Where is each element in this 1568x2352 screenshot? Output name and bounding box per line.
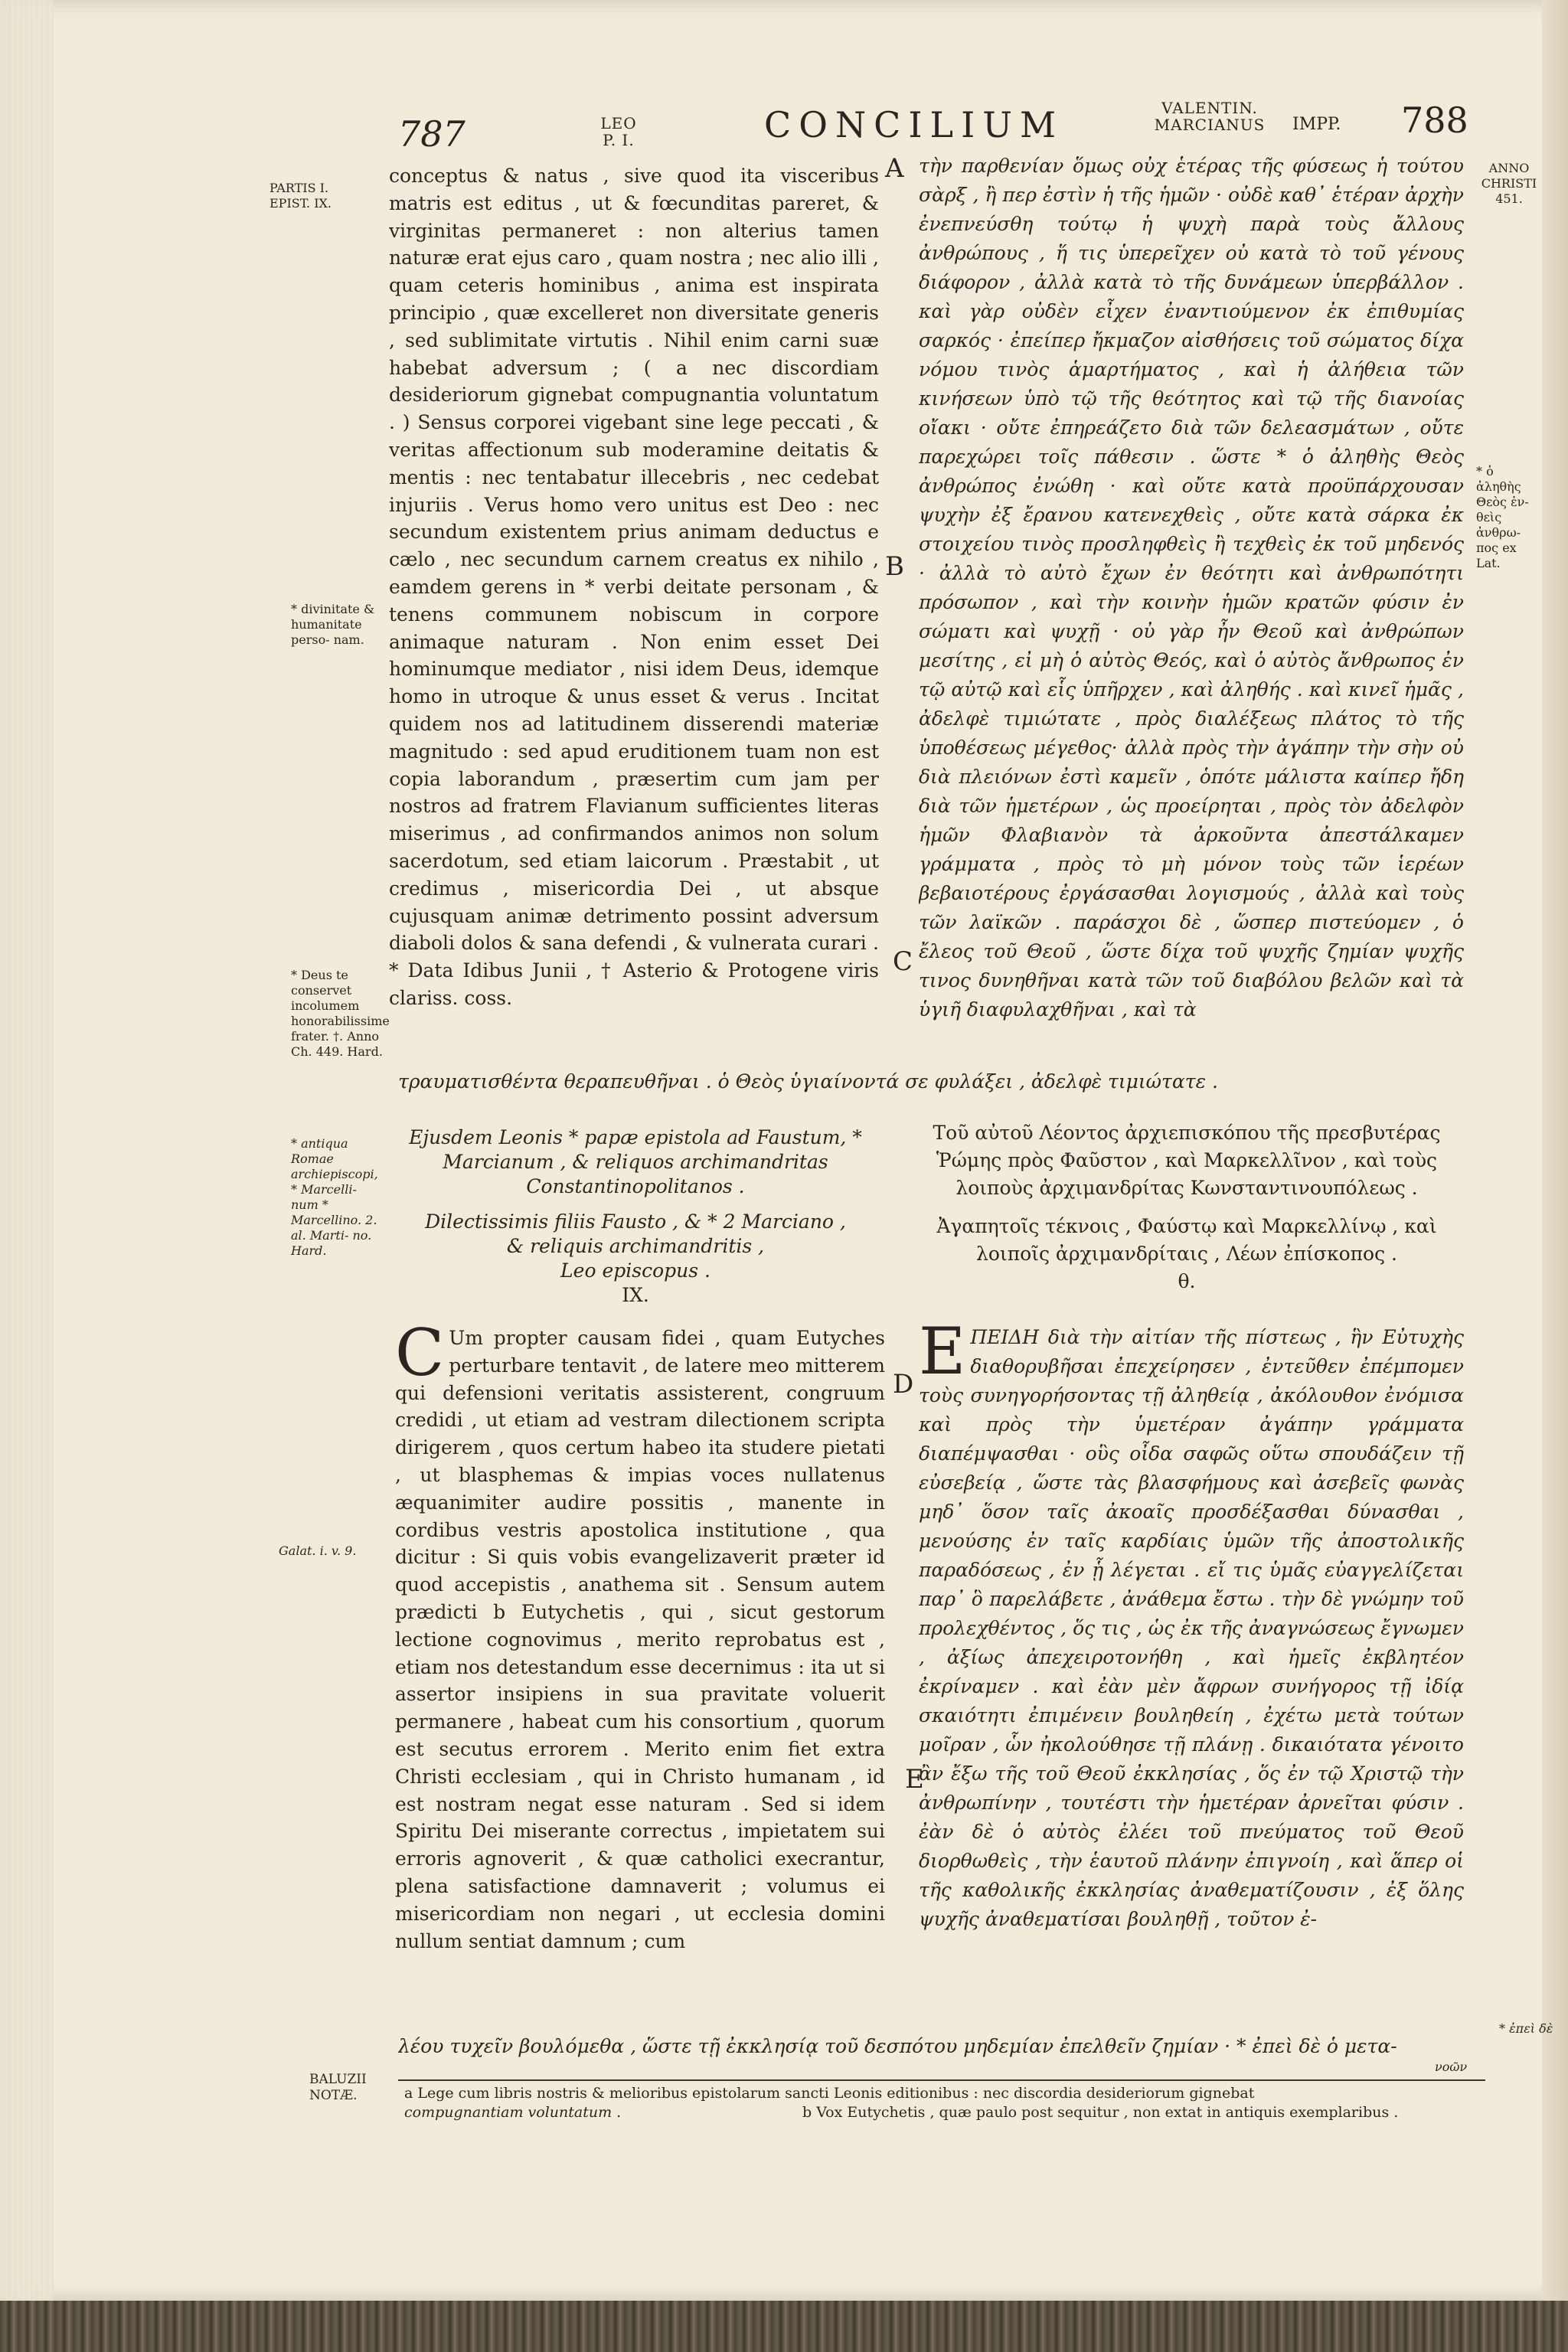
margin-note-galat: Galat. i. v. 9. xyxy=(279,1544,357,1558)
greek-epistle-number: θ. xyxy=(1178,1270,1196,1292)
page-stack-left xyxy=(0,0,54,2301)
latin-heading-line1: Ejusdem Leonis * papæ epistola ad Faustum, * xyxy=(409,1126,862,1148)
greek-salutation-line2: λοιποῖς ἀρχιμανδρίταις , Λέων ἐπίσκοπος . xyxy=(976,1243,1397,1265)
greek-epistle-heading xyxy=(919,1119,1455,1295)
latin-salutation-line1: Dilectissimis filiis Fausto , & * 2 Marciano , xyxy=(425,1210,846,1233)
header-emperors xyxy=(1133,100,1286,133)
baluzii-notes-label xyxy=(309,2072,394,2104)
page-stack-right xyxy=(1542,0,1568,2301)
margin-note-alethes: * ὁ ἀληθὴς Θεὸς ἐν- θεὶς ἀνθρω- πος ex Lat. xyxy=(1476,464,1529,570)
margin-note-antiqua: * antiqua Romae archiepiscopi, * Marcelli- num * Marcellino. 2. al. Marti- no. Hard. xyxy=(291,1136,378,1258)
latin-epistle-number: IX. xyxy=(622,1284,649,1306)
greek-heading-line2: Ῥώμης πρὸς Φαῦστον , καὶ Μαρκελλῖνον , καὶ τοὺς xyxy=(936,1149,1438,1171)
greek-text-lower: ΠΕΙΔΗ διὰ τὴν αἰτίαν τῆς πίστεως , ἣν Εὐτυχὴς διαθορυβῆσαι ἐπεχείρησεν , ἐντεῦθεν ἐπέμπομεν τοὺς συνηγορήσοντας τῇ ἀληθείᾳ , ἀκόλουθον ἐνόμισα καὶ πρὸς τὴν ὑμετέραν ἀγάπην γράμματα διαπέμψασθαι · οὓς οἶδα σαφῶς οὕτω σπουδάζειν τῇ εὐσεβείᾳ , ὥστε τὰς βλασφήμους καὶ ἀσεβεῖς φωνὰς μηδ᾽ ὅσον ταῖς ἀκοαῖς προσδέξασθαι δύνασθαι , μενούσης ἐν ταῖς καρδίαις ὑμῶν τῆς ἀποστολικῆς παραδόσεως , ἐν ᾗ λέγεται . εἴ τις ὑμᾶς εὐαγγελίζεται παρ᾽ ὃ παρελάβετε , ἀνάθεμα ἔστω . τὴν δὲ γνώμην τοῦ προλεχθέντος , ὅς τις , ὡς ἐκ τῆς ἀναγνώσεως ἔγνωμεν , ἀξίως ἀπεχειροτονήθη , καὶ ἡμεῖς ἐκβλητέον ἐκρίναμεν . καὶ ἐὰν μὲν ἄφρων συνήγορος τῇ ἰδίᾳ σκαιότητι ἐπιμένειν βουληθείη , ἐχέτω μετὰ τούτων μοῖραν , ὧν ἠκολούθησε τῇ πλάνῃ . δικαιότατα γένοιτο ἂν ἔξω τῆς τοῦ Θεοῦ ἐκκλησίας , ὅς ἐν τῷ Χριστῷ τὴν ἀνθρωπίνην , τουτέστι τὴν ἡμετέραν ἀρνεῖται φύσιν . ἐὰν δὲ ὁ αὐτὸς ἐλέει τοῦ πνεύματος τοῦ Θεοῦ διορθωθεὶς , τὴν ἑαυτοῦ πλάνην ἐπιγνοίη , καὶ ἅπερ οἱ τῆς καθολικῆς ἐκκλησίας ἀναθεματίζουσιν , ἐξ ὅλης ψυχῆς ἀναθεματίσαι βουληθῇ , τοῦτον ἐ- xyxy=(919,1326,1464,1930)
greek-text-upper: τὴν παρθενίαν ὅμως οὐχ ἑτέρας τῆς φύσεως ἡ τούτου σὰρξ , ἢ περ ἐστὶν ἡ τῆς ἡμῶν · οὐδὲ καθ᾽ ἑτέραν ἀρχὴν ἐνεπνεύσθη τούτῳ ἡ ψυχὴ παρὰ τοὺς ἄλλους ἀνθρώπους , ἥ τις ὑπερεῖχεν οὐ κατὰ τὸ τοῦ γένους διάφορον , ἀλλὰ κατὰ τὸ τῆς δυνάμεων ὑπερβάλλον . καὶ γὰρ οὐδὲν εἶχεν ἐναντιούμενον ἐκ ἐπιθυμίας σαρκός · ἐπείπερ ἤκμαζον αἰσθήσεις τοῦ σώματος δίχα νόμου τινὸς ἁμαρτήματος , καὶ ἡ ἀλήθεια τῶν κινήσεων ὑπὸ τῷ τῆς θεότητος καὶ τῷ τῆς διανοίας οἴακι · οὔτε ἐπηρεάζετο διὰ τῶν δελεασμάτων , οὔτε παρεχώρει τοῖς πάθεσιν . ὥστε * ὁ ἀληθὴς Θεὸς ἀνθρώπος ἐνώθη · καὶ οὔτε κατὰ προϋπάρχουσαν ψυχὴν ἐξ ἔρανου κατενεχθεὶς , οὔτε κατὰ σάρκα ἐκ στοιχείου τινὸς προσληφθεὶς ἢ τεχθεὶς ἐκ τοῦ μηδενός · ἀλλὰ τὸ αὐτὸ ἔχων ἐν θεότητι καὶ ἀνθρωπότητι πρόσωπον , καὶ τὴν κοινὴν ἡμῶν κρατῶν φύσιν ἐν σώματι καὶ ψυχῇ · οὐ γὰρ ἦν Θεοῦ καὶ ἀνθρώπων μεσίτης , εἰ μὴ ὁ αὐτὸς Θεός, καὶ ὁ αὐτὸς ἄνθρωπος ἐν τῷ αὐτῷ καὶ εἷς ὑπῆρχεν , καὶ ἀληθής . καὶ κινεῖ ἡμᾶς , ἀδελφὲ τιμιώτατε , πρὸς διαλέξεως πλάτος τὸ τῆς ὑποθέσεως μέγεθος· ἀλλὰ πρὸς τὴν ἀγάπην τὴν σὴν οὐ διὰ πλειόνων ἐστὶ καμεῖν , ὁπότε μάλιστα καίπερ ἤδη διὰ τῶν ἡμετέρων , ὡς προείρηται , πρὸς τὸν ἀδελφὸν ἡμῶν Φλαβιανὸν τὰ ἀρκοῦντα ἀπεστάλκαμεν γράμματα , πρὸς τὸ μὴ μόνον τοὺς τῶν ἱερέων βεβαιοτέρους ἐργάσασθαι λογισμούς , ἀλλὰ καὶ τοὺς τῶν λαϊκῶν . παράσχοι δὲ , ὥσπερ πιστεύομεν , ὁ ἔλεος τοῦ Θεοῦ , ὥστε δίχα τοῦ ψυχῆς ζημίαν ψυχῆς τινος δυνηθῆναι κατὰ τῶν τοῦ διαβόλου βελῶν καὶ τὰ ὑγιῆ διαφυλαχθῆναι , καὶ τὰ xyxy=(919,155,1464,1021)
header-leo-line2: P. I. xyxy=(603,131,635,149)
greek-column-lower xyxy=(919,1323,1464,2027)
latin-epistle-heading xyxy=(398,1125,873,1308)
header-emperors-line2: MARCIANUS xyxy=(1154,116,1266,134)
carpet-background xyxy=(0,2301,1568,2352)
latin-salutation-line2: & reliquis archimandritis , xyxy=(506,1235,765,1257)
greek-salutation-line1: Ἀγαπητοῖς τέκνοις , Φαύστῳ καὶ Μαρκελλίνῳ , καὶ xyxy=(936,1215,1437,1237)
section-letter-c: C xyxy=(893,946,913,977)
page-number-right: 788 xyxy=(1401,100,1468,141)
page-number-left: 787 xyxy=(398,113,466,155)
section-letter-e: E xyxy=(905,1764,924,1795)
latin-text-lower: Um propter causam fidei , quam Eutyches perturbare tentavit , de latere meo mitterem qui defensioni veritatis assisterent, congruum credidi , ut etiam ad vestram dilectionem scripta dirigerem , quos certum habeo ita studere pietati , ut blasphemas & impias voces nullatenus æquanimiter audire possitis , manente in cordibus vestris apostolica institutione , qua dicitur : Si quis vobis evangelizaverit præter id quod accepistis , anathema sit . Sensum autem prædicti b Eutychetis , qui , sicut gestorum lectione cognovimus , merito reprobatus est , etiam nos detestandum esse decernimus : ita ut si assertor insipiens in sua pravitate voluerit permanere , habeat cum his consortium , quorum est secutus errorem . Merito enim fiet extra Christi ecclesiam , qui in Christo humanam , id est nostram negat esse naturam . Sed si idem Spiritu Dei miserante correctus , impietatem sui erroris agnoverit , & quæ catholici execrantur, plena satisfactione damnaverit ; volumus ei misericordiam non negari , ut ecclesia domini nullum sentiat damnum ; cum xyxy=(395,1327,885,1952)
margin-partis-label: PARTIS I. xyxy=(270,181,329,195)
latin-column-upper xyxy=(389,162,879,1057)
header-emperors-line1: VALENTIN. xyxy=(1161,99,1258,117)
latin-drop-cap: C xyxy=(395,1325,445,1390)
footnote-rule xyxy=(398,2079,1485,2081)
margin-epist-label: EPIST. IX. xyxy=(270,196,332,211)
baluzii-notes xyxy=(404,2084,1484,2122)
margin-note-divinitate: * divinitate & humanitate perso- nam. xyxy=(291,602,375,647)
baluzii-label-line2: NOTÆ. xyxy=(309,2088,358,2103)
greek-heading-line1: Τοῦ αὐτοῦ Λέοντος ἀρχιεπισκόπου τῆς πρεσβυτέρας xyxy=(933,1122,1441,1144)
greek-drop-cap: Ε xyxy=(919,1323,966,1389)
latin-salutation-line3: Leo episcopus . xyxy=(560,1259,710,1282)
baluzii-note-a-line2: compugnantiam voluntatum . xyxy=(404,2104,622,2121)
greek-closing-line: τραυματισθέντα θεραπευθῆναι . ὁ Θεὸς ὑγιαίνοντά σε φυλάξει , ἀδελφὲ τιμιώτατε . xyxy=(398,1070,1218,1093)
greek-side-note: * ἐπεὶ δὲ xyxy=(1499,2021,1553,2036)
greek-catchword: νοῶν xyxy=(1435,2060,1468,2074)
baluzii-label-line1: BALUZII xyxy=(309,2072,367,2087)
margin-anno-christi: ANNO CHRISTI 451. xyxy=(1481,161,1537,206)
latin-heading-line3: Constantinopolitanos . xyxy=(526,1175,745,1197)
section-letter-b: B xyxy=(885,551,904,582)
baluzii-note-b: b Vox Eutychetis , quæ paulo post sequitur , non extat in antiquis exemplaribus . xyxy=(802,2104,1399,2121)
margin-note-deus: * Deus te conservet incolumem honorabilissime frater. †. Anno Ch. 449. Hard. xyxy=(291,968,390,1059)
latin-column-lower xyxy=(395,1325,885,2029)
greek-column-upper xyxy=(919,152,1464,1061)
margin-partis xyxy=(270,181,377,211)
greek-continuation-line: λέου τυχεῖν βουλόμεθα , ὥστε τῇ ἐκκλησίᾳ τοῦ δεσπότου μηδεμίαν ἐπελθεῖν ζημίαν · * ἐπεὶ δὲ ὁ μετα- xyxy=(398,2035,1397,2057)
running-title: CONCILIUM xyxy=(764,104,1064,145)
header-leo-line1: LEO xyxy=(600,114,637,132)
section-letter-d: D xyxy=(893,1369,914,1400)
latin-heading-line2: Marcianum , & reliquos archimandritas xyxy=(443,1151,828,1173)
greek-heading-line3: λοιποὺς ἀρχιμανδρίτας Κωνσταντινουπόλεως . xyxy=(956,1177,1418,1199)
latin-text-upper: conceptus & natus , sive quod ita visceribus matris est editus , ut & fœcunditas pareret, & virginitas permaneret : non alterius tamen naturæ erat ejus caro , quam nostra ; nec alio illi , quam ceteris hominibus , anima est inspirata principio , quæ excelleret non diversitate generis , sed sublimitate virtutis . Nihil enim carni suæ habebat adversum ; ( a nec discordiam desideriorum gignebat compugnantia voluntatum . ) Sensus corporei vigebant sine lege peccati , & veritas affectionum sub moderamine deitatis & mentis : nec tentabatur illecebris , nec cedebat injuriis . Verus homo vero unitus est Deo : nec secundum existentem prius animam deductus e cælo , nec secundum carnem creatus ex nihilo , eamdem gerens in * verbi deitate personam , & tenens communem nobiscum in corpore animaque naturam . Non enim esset Dei hominumque mediator , nisi idem Deus, idemque homo in utroque & unus esset & verus . Incitat quidem nos ad latitudinem disserendi materiæ magnitudo : sed apud eruditionem tuam non est copia laborandum , præsertim cum jam per nostros ad fratrem Flavianum sufficientes literas miserimus , ad confirmandos animos non solum sacerdotum, sed etiam laicorum . Præstabit , ut credimus , misericordia Dei , ut absque cujusquam animæ detrimento possint adversum diaboli dolos & sana defendi , & vulnerata curari . * Data Idibus Junii , † Asterio & Protogene viris clariss. coss. xyxy=(389,165,879,1009)
baluzii-note-a-line1: a Lege cum libris nostris & melioribus epistolarum sancti Leonis editionibus : nec discordia desideriorum gignebat xyxy=(404,2085,1255,2102)
section-letter-a: A xyxy=(885,153,904,184)
header-leo xyxy=(588,115,649,149)
header-impp: IMPP. xyxy=(1292,115,1341,134)
